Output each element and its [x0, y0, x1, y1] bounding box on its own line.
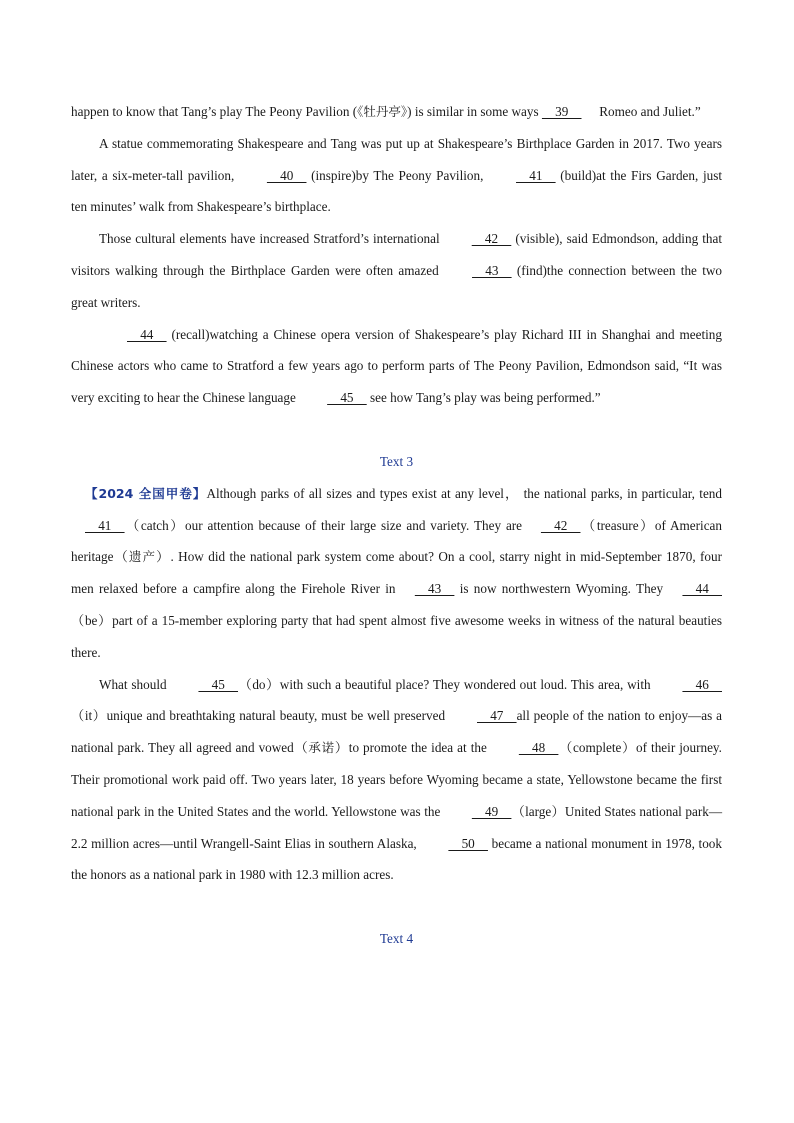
paragraph-text2-3	[71, 223, 722, 318]
text-segment: ，	[503, 485, 520, 501]
text-segment: Romeo and Juliet.”	[595, 104, 701, 119]
text-segment: （large）United States national park—2.2 million acres—until Wrangell-Saint Elias in southern Alaska,	[71, 803, 723, 851]
text-segment: Those cultural elements have increased Stratford’s international	[99, 231, 444, 247]
text-segment: （treasure）of American heritage（	[71, 517, 723, 565]
text-segment: （catch）our attention because of their large size and variety. They are	[124, 517, 527, 533]
text-segment: (build)at the Firs Garden, just ten minutes’ walk from Shakespeare’s birthplace.	[71, 167, 722, 215]
chinese-gloss: 承诺	[308, 740, 335, 756]
text-segment: A statue commemorating Shakespeare and Tang was put up at Shakespeare’s Birthplace Garden in 2017. Two years later, a six-meter-tall pavilion,	[71, 135, 722, 183]
text-segment: ）. How did the national park system come about? On a cool, starry night in mid-September 1870, four men relaxed before a campfire along the Firehole River in	[71, 549, 723, 597]
text-segment: (inspire)by The Peony Pavilion,	[306, 167, 489, 183]
text-segment: (find)the connection between the two great writers.	[71, 262, 722, 310]
text-segment: happen to know that Tang’s play The Peony Pavilion (	[71, 104, 358, 119]
text-segment: （do）with such a beautiful place? They wondered out loud. This area, with	[238, 676, 655, 692]
section-title-text3: Text 3	[379, 453, 414, 469]
text-segment: is now northwestern Wyoming. They	[454, 581, 669, 597]
chinese-gloss: 遗产	[128, 549, 157, 565]
document-page	[71, 96, 722, 955]
blank-46[interactable]: 46	[682, 676, 722, 692]
text-segment: all people of the nation to enjoy—as a national park. They all agreed and vowed（	[71, 708, 722, 756]
text-segment: (recall)watching a Chinese opera version of Shakespeare’s play Richard III in Shanghai and meeting Chinese actors who came to Stratford a few years ago to perform parts of The Peony Pavilion, Edmondson said, “It was very exciting to hear the Chinese language	[71, 326, 722, 406]
blank-50[interactable]: 50	[448, 835, 488, 851]
blank-40[interactable]: 40	[266, 167, 307, 183]
text-segment: became a national monument in 1978, took the honors as a national park in 1980 with 12.3 million acres.	[71, 835, 722, 883]
text-segment: What should	[99, 676, 171, 692]
exam-source-tag: 【2024 全国甲卷】	[85, 485, 207, 501]
blank-44[interactable]: 44	[682, 581, 722, 597]
blank-43[interactable]: 43	[472, 262, 512, 278]
text-segment: （be）part of a 15-member exploring party that had spent almost five awesome weeks in witness of the natural beauties there.	[71, 612, 722, 660]
section-title-text4: Text 4	[379, 931, 414, 947]
text-segment: （it）unique and breathtaking natural beauty, must be well preserved	[71, 708, 449, 724]
text-segment: ）to promote the idea at the	[334, 740, 491, 756]
blank-42[interactable]: 42	[540, 517, 581, 533]
blank-42[interactable]: 42	[471, 231, 512, 247]
paragraph-text2-2	[71, 128, 722, 223]
text-segment: the national parks, in particular, tend	[519, 485, 722, 501]
paragraph-text2-4	[71, 319, 722, 414]
paragraph-text3-2	[71, 669, 722, 892]
blank-39[interactable]: 39	[541, 104, 582, 119]
blank-45[interactable]: 45	[198, 676, 239, 692]
blank-48[interactable]: 48	[518, 740, 559, 756]
blank-47[interactable]: 47	[477, 708, 517, 724]
blank-41[interactable]: 41	[516, 167, 556, 183]
text-segment: Although parks of all sizes and types exist at any level	[206, 485, 504, 501]
chinese-title: 《牡丹亭》	[357, 104, 408, 119]
blank-45[interactable]: 45	[327, 390, 367, 406]
text-segment: ) is similar in some ways	[407, 104, 542, 119]
paragraph-text2-1	[71, 96, 722, 128]
paragraph-text3-1	[71, 478, 722, 669]
text-segment: see how Tang’s play was being performed.”	[366, 390, 601, 406]
blank-43[interactable]: 43	[414, 581, 455, 597]
blank-49[interactable]: 49	[471, 803, 512, 819]
text-segment: （complete）of their journey. Their promotional work paid off. Two years later, 18 years before Wyoming became a state, Yellowstone became the first national park in the United States and the world. Yellowstone was the	[71, 740, 722, 819]
text-segment: (visible), said Edmondson, adding that visitors walking through the Birthplace Garden were often amazed	[71, 231, 722, 278]
blank-41[interactable]: 41	[85, 517, 125, 533]
blank-44[interactable]: 44	[127, 326, 167, 342]
